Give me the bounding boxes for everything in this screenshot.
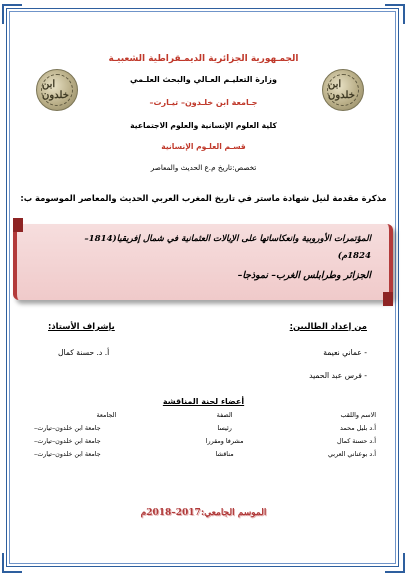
faculty-name: كلية العلوم الإنسانية والعلوم الاجتماعية	[130, 121, 277, 130]
republic-title: الجمـهورية الجزائرية الديمـقراطية الشعبيـة	[108, 54, 299, 64]
column-header: الجامعة	[96, 410, 117, 419]
university-logo-text: ابن خلدون	[41, 74, 73, 106]
member-university: جامعة ابن خلدون–تيارت–	[34, 423, 101, 432]
student-name: - فرس عبد الحميد	[309, 371, 367, 380]
thesis-title-banner	[13, 224, 393, 300]
supervisor-heading: بإشراف الأستاذ:	[48, 321, 115, 331]
academic-year: الموسم الجامعي:2017–2018م	[140, 508, 267, 518]
member-name: أ.د حسنة كمال	[336, 436, 376, 445]
student-name: - عماني نعيمة	[323, 348, 367, 357]
member-role: رئيسا	[217, 423, 232, 432]
students-heading: من إعداد الطالبين:	[289, 321, 367, 331]
thesis-title-line3: الجزائر وطرابلس الغرب– نموذجا–	[237, 270, 371, 281]
ministry-title: وزارة التعليـم العـالي والبحث العلـمي	[130, 75, 277, 84]
department-name: قسـم العلـوم الإنسانية	[161, 142, 246, 151]
member-role: مناقشا	[215, 449, 234, 458]
supervisor-name: أ. د. حسنة كمال	[58, 348, 110, 357]
banner-curl-decoration	[13, 218, 23, 232]
table-row	[32, 447, 378, 460]
university-logo-text: ابن خلدون	[327, 74, 359, 106]
thesis-title-line1: المؤتمرات الأوروبية وانعكاساتها على الإيالات العثمانية في شمال إفريقيا(1814–	[84, 234, 371, 244]
table-row	[32, 434, 378, 447]
committee-table	[32, 408, 378, 460]
column-header: الصفة	[216, 410, 233, 419]
member-name: أ.د بوعناني العربي	[327, 449, 376, 458]
border-corner-ornament	[385, 4, 405, 24]
specialization: تخصص:تاريخ م.ع الحديث والمعاصر	[150, 163, 257, 172]
member-role: مشرفا ومقررا	[205, 436, 244, 445]
border-corner-ornament	[2, 553, 22, 573]
university-name: جـامعة ابن خلـدون– تيـارت–	[149, 98, 258, 107]
table-row	[32, 421, 378, 434]
banner-curl-decoration	[383, 292, 393, 306]
border-corner-ornament	[385, 553, 405, 573]
member-university: جامعة ابن خلدون–تيارت–	[34, 449, 101, 458]
column-header: الاسم واللقب	[340, 410, 376, 419]
memo-statement: مذكرة مقدمة لنيل شهادة ماستر في تاريخ المغرب العربي الحديث والمعاصر الموسومة ب:	[20, 193, 387, 203]
table-header-row	[32, 408, 378, 421]
member-name: أ.د بليل محمد	[340, 423, 376, 432]
border-corner-ornament	[2, 4, 22, 24]
university-logo-right	[322, 69, 364, 111]
committee-heading: أعضاء لجنة المناقشة	[162, 397, 245, 406]
member-university: جامعة ابن خلدون–تيارت–	[34, 436, 101, 445]
thesis-title-line2: 1824م)	[337, 251, 371, 261]
university-logo-left	[36, 69, 78, 111]
